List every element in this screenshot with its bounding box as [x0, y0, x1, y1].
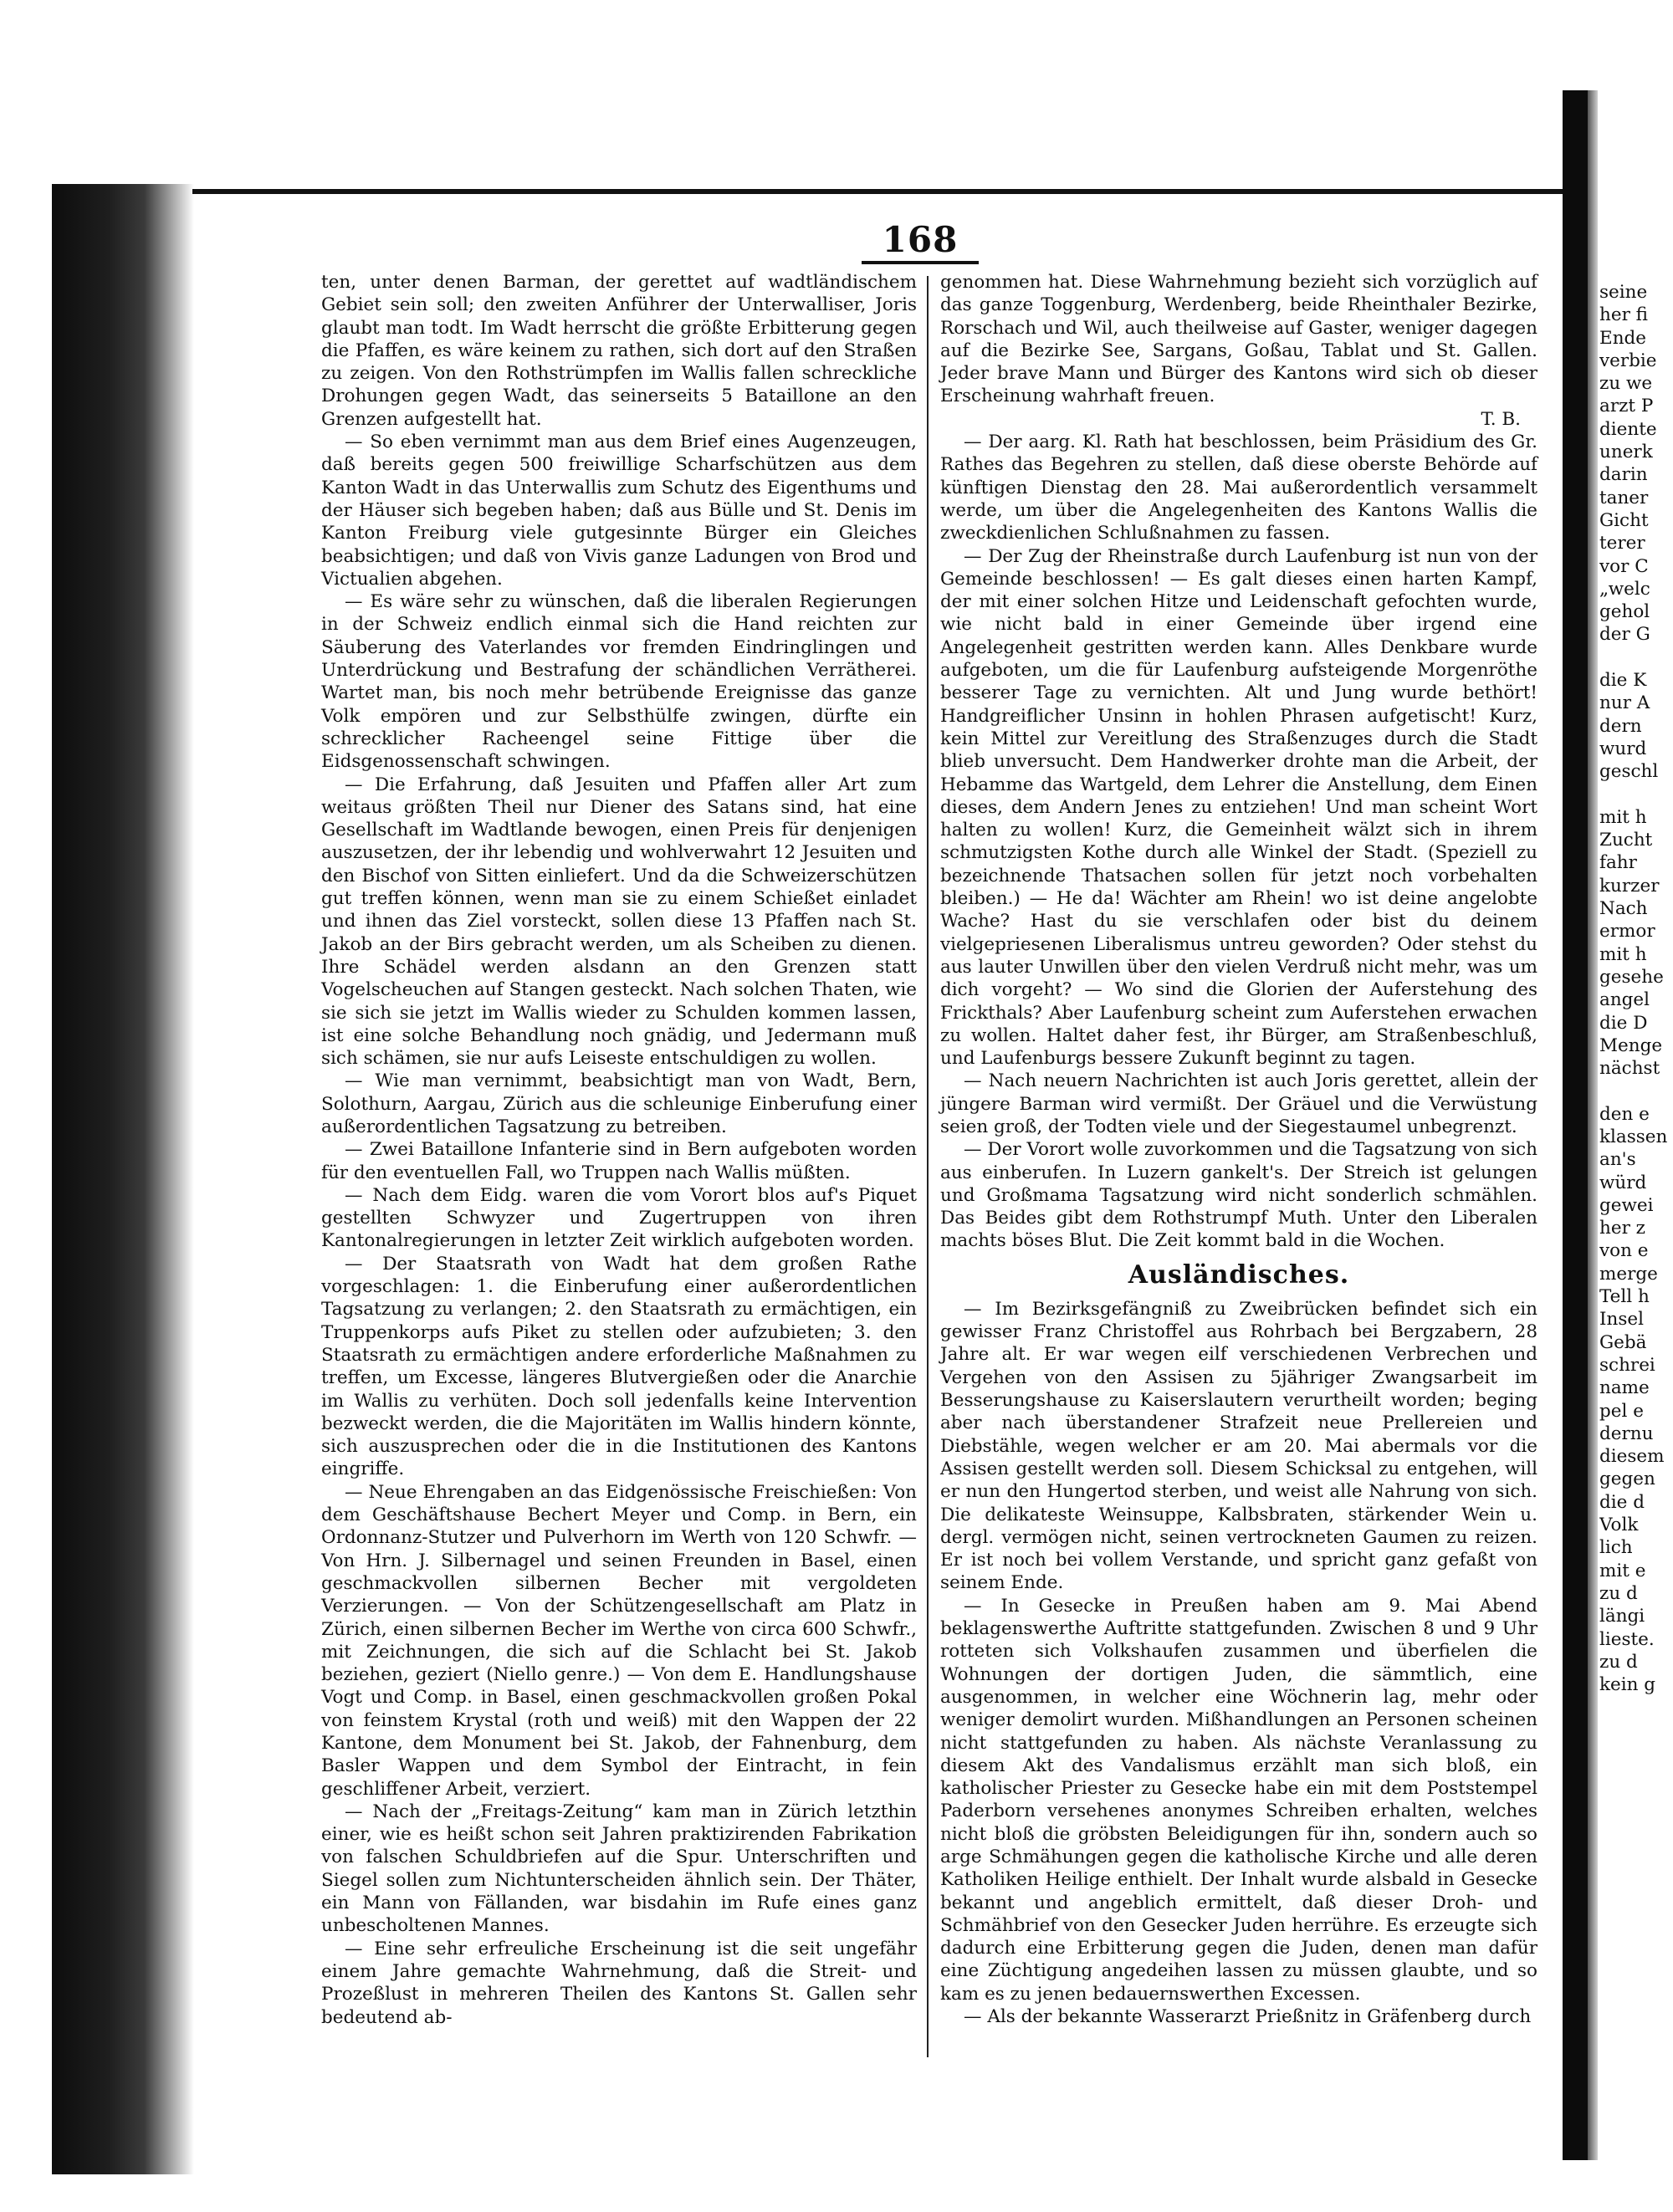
- next-page-line: an's: [1599, 1149, 1636, 1171]
- next-page-line: Volk: [1599, 1515, 1639, 1536]
- article-paragraph: — Der Staatsrath von Wadt hat dem großen Rathe vorgeschlagen: 1. die Einberufung einer außerordentlichen Tagsatzung zu verlangen; 2. den Staatsrath zu ermächtigen, ein Truppenkorps aufs Piket zu stellen oder aufzubieten; 3. den Staatsrath zu ermächtigen andere erforderliche Maßnahmen zu treffen, um Excesse, längeres Blutvergießen oder die Anarchie im Wallis zu verhüten. Doch soll jedenfalls keine Intervention bezweckt werden, die die Majoritäten im Wallis hindern könnte, sich auszusprechen oder die in die Institutionen des Kantons eingriffe.: [321, 1253, 917, 1480]
- next-page-line: wurd: [1599, 738, 1647, 759]
- next-page-line: Zucht: [1599, 830, 1653, 851]
- article-paragraph: — Nach dem Eidg. waren die vom Vorort blos auf's Piquet gestellten Schwyzer und Zugertruppen von ihren Kantonalregierungen in letzter Zeit wirklich aufgeboten worden.: [321, 1184, 917, 1252]
- next-page-line: unerk: [1599, 442, 1653, 463]
- next-page-line: die K: [1599, 670, 1647, 692]
- page-top-rule: [192, 189, 1581, 194]
- right-page-edge-shade: [1588, 90, 1598, 2160]
- next-page-line: taner: [1599, 487, 1649, 508]
- next-page-line: geschl: [1599, 761, 1659, 783]
- page-number: 168: [882, 219, 959, 260]
- next-page-line: dern: [1599, 715, 1642, 737]
- next-page-line: lich: [1599, 1537, 1633, 1559]
- next-page-line: gegen: [1599, 1469, 1655, 1490]
- next-page-line: der G: [1599, 624, 1650, 646]
- next-page-line: von e: [1599, 1240, 1649, 1262]
- next-page-fragment: [1599, 281, 1673, 2204]
- next-page-line: gesehe: [1599, 966, 1664, 988]
- article-paragraph: — Die Erfahrung, daß Jesuiten und Pfaffen aller Art zum weitaus größten Theil nur Diener des Satans sind, hat eine Gesellschaft im Wadtlande bewogen, einen Preis für denjenigen auszusetzen, der ihr lebendig und wohlverwahrt 12 Jesuiten und den Bischof von Sitten einliefert. Und da die Schweizerschützen gut treffen können, wenn man sie zu einem Schießet einladet und ihnen das Ziel vorsteckt, sollen diese 13 Pfaffen nach St. Jakob an der Birs gebracht werden, um als Scheiben zu dienen. Ihre Schädel werden alsdann an den Grenzen statt Vogelscheuchen auf Stangen gesteckt. Nach solchen Thaten, wie sie sich sie jetzt im Wallis wieder zu Schulden kommen lassen, ist eine solche Behandlung noch gnädig, und Jedermann muß sich schämen, sie nur aufs Leiseste entschuldigen zu wollen.: [321, 774, 917, 1070]
- next-page-line: lieste.: [1599, 1628, 1655, 1650]
- next-page-line: Gebä: [1599, 1331, 1647, 1353]
- next-page-line: zu d: [1599, 1582, 1638, 1604]
- next-page-line: darin: [1599, 464, 1648, 486]
- next-page-line: mit e: [1599, 1560, 1646, 1581]
- next-page-line: vor C: [1599, 555, 1649, 577]
- article-paragraph: — Zwei Bataillone Infanterie sind in Bern aufgeboten worden für den eventuellen Fall, wo Truppen nach Wallis müßten.: [321, 1139, 917, 1183]
- article-paragraph: ten, unter denen Barman, der gerettet auf wadtländischem Gebiet sein soll; den zweiten Anführer der Unterwalliser, Joris glaubt man todt. Im Wadt herrscht die größte Erbitterung gegen die Pfaffen, es wäre keinem zu rathen, sich dort auf den Straßen zu zeigen. Von den Rothstrümpfen im Wallis fallen schreckliche Drohungen gegen Wadt, das seinerseits 5 Bataillone an den Grenzen aufgestellt hat.: [321, 272, 917, 430]
- next-page-line: merge: [1599, 1263, 1658, 1285]
- next-page-line: gehol: [1599, 601, 1650, 623]
- next-page-line: seine: [1599, 282, 1648, 303]
- next-page-line: name: [1599, 1377, 1650, 1399]
- next-page-line: [1599, 646, 1673, 669]
- article-paragraph: — Der aarg. Kl. Rath hat beschlossen, beim Präsidium des Gr. Rathes das Begehren zu stellen, daß diese oberste Behörde auf künftigen Dienstag den 28. Mai außerordentlich versammelt werde, um über die Angelegenheiten des Kantons Wallis die zweckdienlichen Schlußnahmen zu fassen.: [940, 432, 1537, 544]
- article-paragraph: — Im Bezirksgefängniß zu Zweibrücken befindet sich ein gewisser Franz Christoffel aus Rohrbach bei Bergzabern, 28 Jahre alt. Er war wegen eilf verschiedenen Verbrechen und Vergehen von den Assisen zu 5jähriger Zwangsarbeit im Besserungshause zu Kaiserslautern verurtheilt worden; beging aber nach überstandener Strafzeit neue Prellereien und Diebstähle, wegen welcher er am 20. Mai abermals vor die Assisen gestellt werden soll. Diesem Schicksal zu entgehen, will er nun den Hungertod sterben, und weist alle Nahrung von sich. Die delikateste Weinsuppe, Kalbsbraten, stärkender Wein u. dergl. vermögen nicht, seinen vertrockneten Gaumen zu reizen. Er ist noch bei vollem Verstande, und spricht ganz gefaßt von seinem Ende.: [940, 1298, 1537, 1594]
- next-page-line: [1599, 1080, 1673, 1102]
- next-page-line: terer: [1599, 533, 1645, 554]
- article-paragraph: — In Gesecke in Preußen haben am 9. Mai Abend beklagenswerthe Auftritte stattgefunden. Zwischen 8 und 9 Uhr rotteten sich Volkshaufen zusammen und überfielen die Wohnungen der dortigen Juden, die sämmtlich, eine ausgenommen, in welcher eine Wöchnerin lag, mehr oder weniger demolirt wurden. Mißhandlungen an Personen scheinen nicht stattgefunden zu haben. Als nächste Veranlassung zu diesem Akt des Vandalismus erzählt man sich bloß, ein katholischer Priester zu Gesecke habe ein mit dem Poststempel Paderborn versehenes anonymes Schreiben erhalten, welches nicht bloß die gröbsten Beleidigungen für ihn, sondern auch so arge Schmähungen gegen die katholische Kirche und alle deren Katholiken Heilige enthielt. Der Inhalt wurde alsbald in Gesecke bekannt und angeblich ermittelt, daß dieser Droh- und Schmähbrief von den Gesecker Juden herrühre. Es erzeugte sich dadurch eine Erbitterung gegen die Juden, denen man dafür eine Züchtigung angedeihen lassen zu müssen glaubte, und so kam es zu jenen bedauernswerthen Excessen.: [940, 1595, 1537, 2005]
- next-page-line: nächst: [1599, 1058, 1660, 1080]
- next-page-line: den e: [1599, 1103, 1650, 1125]
- next-page-line: diesem: [1599, 1446, 1665, 1468]
- article-paragraph: — Nach neuern Nachrichten ist auch Joris gerettet, allein der jüngere Barman wird vermißt. Der Gräuel und die Verwüstung seien groß, der Todten viele und der Siegestaumel unbegrenzt.: [940, 1070, 1537, 1137]
- section-heading: Ausländisches.: [1128, 1259, 1350, 1290]
- next-page-line: die d: [1599, 1491, 1645, 1513]
- next-page-line: klassen: [1599, 1126, 1668, 1147]
- next-page-line: gewei: [1599, 1194, 1654, 1216]
- column-divider: [927, 276, 929, 2057]
- page-number-underline: [862, 261, 979, 264]
- next-page-line: Gicht: [1599, 509, 1649, 531]
- next-page-line: längi: [1599, 1606, 1645, 1627]
- next-page-line: Insel: [1599, 1309, 1644, 1331]
- next-page-line: die D: [1599, 1012, 1648, 1034]
- next-page-line: arzt P: [1599, 396, 1654, 417]
- article-paragraph: — Es wäre sehr zu wünschen, daß die liberalen Regierungen in der Schweiz endlich einmal sich die Hand reichten zur Säuberung des Vaterlandes vor fremden Eindringlingen und Unterdrückung und Bestrafung der schändlichen Verrätherei. Wartet man, bis noch mehr betrübende Ereignisse das ganze Volk empören und zur Selbsthülfe zwingen, dürfte ein schrecklicher Racheengel seine Fittige über die Eidsgenossenschaft schwingen.: [321, 591, 917, 773]
- next-page-line: angel: [1599, 989, 1650, 1011]
- next-page-line: ermor: [1599, 921, 1655, 943]
- article-paragraph: — Eine sehr erfreuliche Erscheinung ist die seit ungefähr einem Jahre gemachte Wahrnehmung, daß die Streit- und Prozeßlust in mehreren Theilen des Kantons St. Gallen sehr bedeutend ab-: [321, 1938, 917, 2028]
- article-paragraph: — Neue Ehrengaben an das Eidgenössische Freischießen: Von dem Geschäftshause Bechert Meyer und Comp. in Bern, ein Ordonnanz-Stutzer und Pulverhorn im Werth von 120 Schwfr. — Von Hrn. J. Silbernagel und seinen Freunden in Basel, einen geschmackvollen silbernen Becher mit vergoldeten Verzierungen. — Von der Schützengesellschaft am Platz in Zürich, einen silbernen Becher im Werthe von circa 600 Schwfr., mit Zeichnungen, die sich auf die Schlacht bei St. Jakob beziehen, geziert (Niello genre.) — Von dem E. Handlungshause Vogt und Comp. in Basel, einen geschmackvollen großen Pokal von feinstem Krystal (roth und weiß) mit den Wappen der 22 Kantone, dem Monument bei St. Jakob, der Fahnenburg, dem Basler Wappen und dem Symbol der Eintracht, in fein geschliffener Arbeit, verziert.: [321, 1481, 917, 1800]
- article-paragraph: genommen hat. Diese Wahrnehmung bezieht sich vorzüglich auf das ganze Toggenburg, Werdenberg, beide Rheinthaler Bezirke, Rorschach und Wil, auch theilweise auf Gaster, weniger dagegen auf die Bezirke See, Sargans, Goßau, Tablat und St. Gallen. Jeder brave Mann und Bürger des Kantons wird sich ob dieser Erscheinung wahrhaft freuen.: [940, 272, 1537, 407]
- next-page-line: [1599, 784, 1673, 806]
- next-page-line: Tell h: [1599, 1286, 1650, 1308]
- next-page-line: zu we: [1599, 373, 1653, 395]
- article-paragraph: — Als der bekannte Wasserarzt Prießnitz in Gräfenberg durch: [964, 2006, 1532, 2028]
- next-page-line: diente: [1599, 418, 1657, 440]
- article-paragraph: — Wie man vernimmt, beabsichtigt man von Wadt, Bern, Solothurn, Aargau, Zürich aus die schleunige Einberufung einer außerordentlichen Tagsatzung zu betreiben.: [321, 1070, 917, 1137]
- book-binding-shadow: [52, 184, 194, 2174]
- next-page-line: schrei: [1599, 1354, 1655, 1376]
- next-page-line: Menge: [1599, 1034, 1663, 1056]
- article-paragraph: — Der Vorort wolle zuvorkommen und die Tagsatzung von sich aus einberufen. In Luzern gankelt's. Der Streich ist gelungen und Großmama Tagsatzung wird nicht sonderlich schmählen. Das Beides gibt dem Rothstrumpf Muth. Unter den Liberalen machts böses Blut. Die Zeit kommt bald in die Wochen.: [940, 1139, 1537, 1252]
- next-page-line: verbie: [1599, 350, 1657, 371]
- next-page-line: zu d: [1599, 1651, 1638, 1673]
- left-column: [321, 271, 917, 2029]
- next-page-line: her fi: [1599, 304, 1649, 326]
- next-page-line: würd: [1599, 1172, 1647, 1193]
- right-column: [940, 271, 1537, 2028]
- next-page-line: kurzer: [1599, 875, 1660, 897]
- next-page-line: pel e: [1599, 1400, 1644, 1422]
- next-page-line: Ende: [1599, 327, 1647, 349]
- next-page-line: Nach: [1599, 898, 1648, 920]
- article-paragraph: — So eben vernimmt man aus dem Brief eines Augenzeugen, daß bereits gegen 500 freiwillige Scharfschützen aus dem Kanton Wadt in das Unterwallis zum Schutz des Eigenthums und der Häuser sich begeben haben; daß aus Bülle und St. Denis im Kanton Freiburg viele gutgesinnte Bürger ein Gleiches beabsichtigen; und daß von Vivis ganze Ladungen von Brod und Victualien abgehen.: [321, 432, 917, 590]
- scan-margin: [0, 0, 52, 2212]
- next-page-line: her z: [1599, 1218, 1646, 1239]
- next-page-line: mit h: [1599, 943, 1647, 965]
- article-paragraph: — Nach der „Freitags-Zeitung“ kam man in Zürich letzthin einer, wie es heißt schon seit Jahren praktizirenden Fabrikation von falschen Schuldbriefen auf die Spur. Unterschriften und Siegel sollen zum Nichtunterscheiden ähnlich sein. Der Thäter, ein Mann von Fällanden, war bisdahin im Rufe eines ganz unbescholtenen Mannes.: [321, 1801, 917, 1937]
- right-page-edge: [1563, 90, 1588, 2160]
- next-page-line: „welc: [1599, 578, 1650, 600]
- next-page-line: fahr: [1599, 852, 1637, 874]
- next-page-line: nur A: [1599, 692, 1650, 714]
- next-page-line: kein g: [1599, 1674, 1656, 1696]
- next-page-line: dernu: [1599, 1423, 1654, 1444]
- article-paragraph: — Der Zug der Rheinstraße durch Laufenburg ist nun von der Gemeinde beschlossen! — Es galt dieses einen harten Kampf, der mit einer solchen Hitze und Leidenschaft gefochten wurde, wie nicht bald in einer Gemeinde über irgend eine Angelegenheit gestritten werden kann. Alles Denkbare wurde aufgeboten, um die für Laufenburg aufsteigende Morgenröthe besserer Tage zu vernichten. Alt und Jung wurde bethört! Handgreiflicher Unsinn in hohlen Phrasen aufgetischt! Kurz, kein Mittel zur Vereitlung des Straßenzuges durch die Stadt blieb unversucht. Dem Handwerker drohte man die Arbeit, der Hebamme das Wartgeld, dem Lehrer die Anstellung, dem Einen dieses, dem Andern Jenes zu entziehen! Und man scheint Wort halten zu wollen! Kurz, die Gemeinheit wälzt sich in ihrem schmutzigsten Kothe durch alle Winkel der Stadt. (Speziell zu bezeichnende Thatsachen sollen für jetzt noch vorbehalten bleiben.) — He da! Wächter am Rhein! wo ist deine angelobte Wache? Hast du sie verschlafen oder bist du deinem vielgepriesenen Liberalismus untreu geworden? Oder stehst du aus lauter Unwillen über den vielen Verdruß nicht mehr, was um dich vorgeht? — Wo sind die Glorien der Auferstehung des Frickthals? Aber Laufenburg scheint zum Auferstehen erwachen zu wollen. Haltet daher fest, ihr Bürger, am Straßenbeschluß, und Laufenburgs bessere Zukunft beginnt zu tagen.: [940, 545, 1537, 1070]
- next-page-line: mit h: [1599, 806, 1647, 828]
- author-signature: T. B.: [1481, 408, 1521, 430]
